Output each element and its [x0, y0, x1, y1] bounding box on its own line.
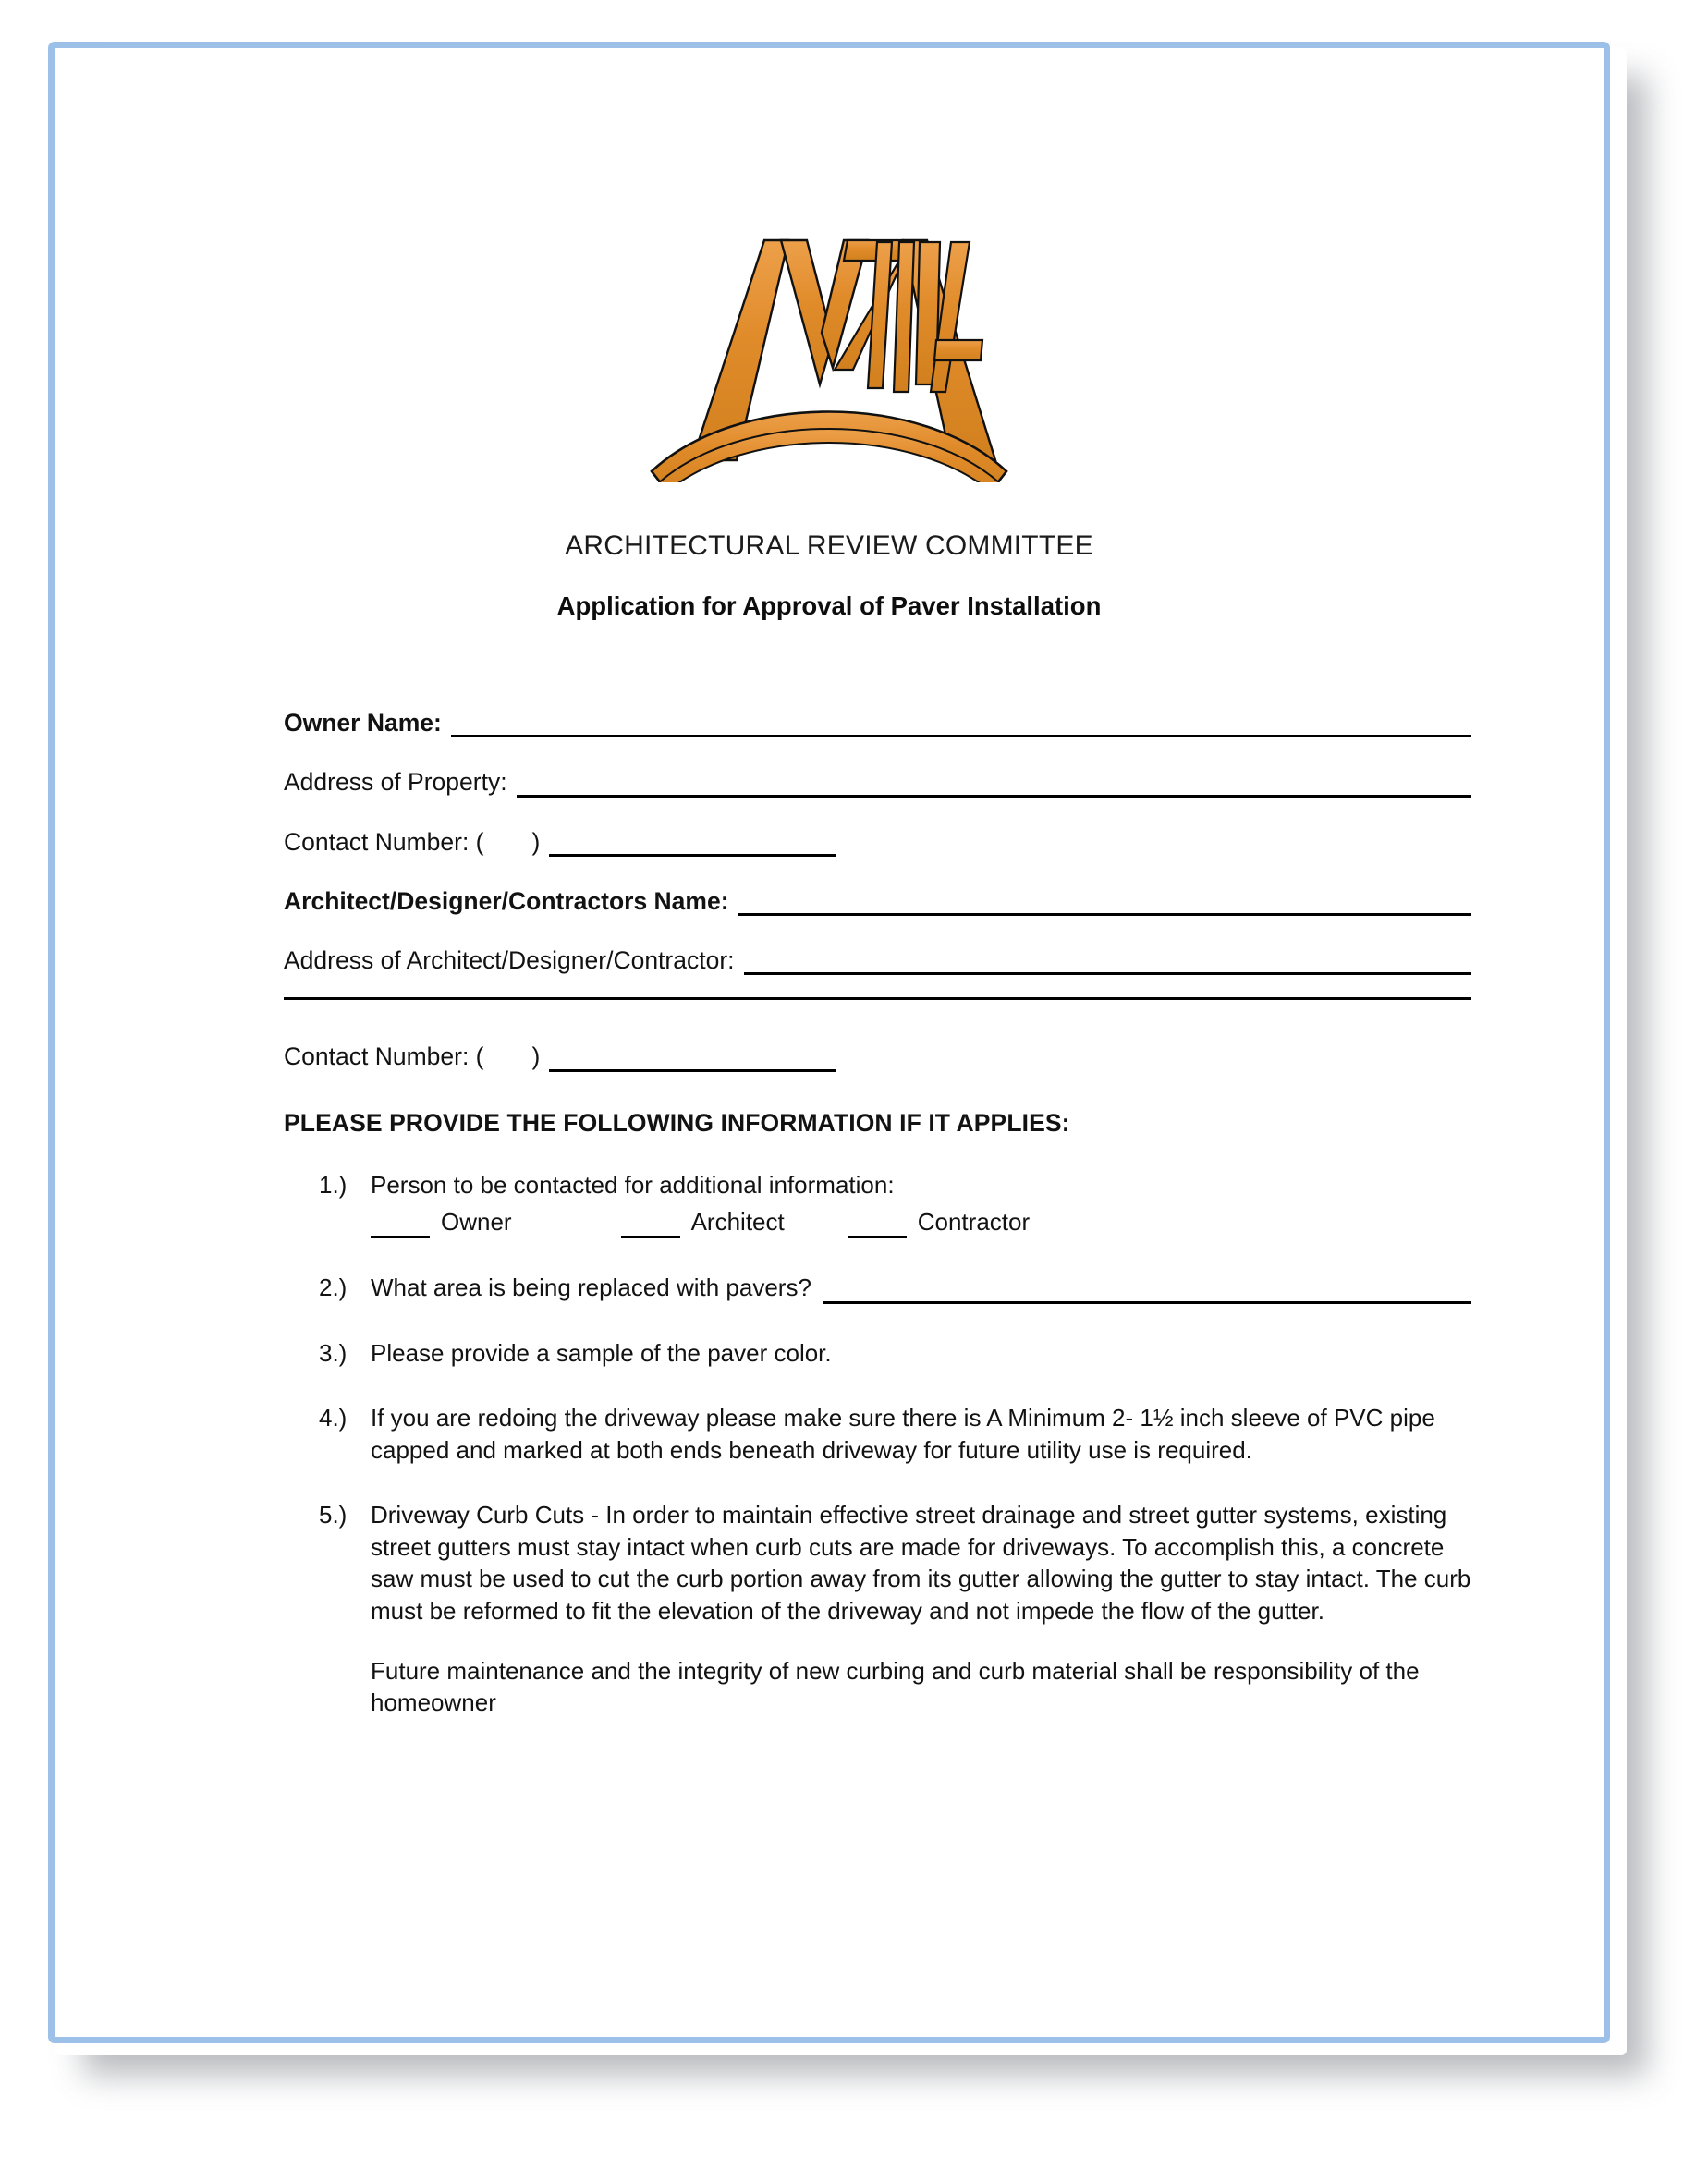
architect-name-label: Architect/Designer/Contractors Name:: [284, 886, 729, 915]
choice-contractor-label: Contractor: [917, 1208, 1031, 1237]
architect-name-input[interactable]: [738, 893, 1471, 916]
list-item: [284, 1499, 1471, 1718]
field-contact-number-1: [284, 828, 1471, 857]
choice-owner-blank[interactable]: [371, 1217, 430, 1238]
item-body: [371, 1337, 1471, 1370]
architect-address-input[interactable]: [744, 952, 1471, 975]
field-owner-name: [284, 709, 1471, 737]
contact-number-label-2: Contact Number: (: [284, 1042, 484, 1071]
choice-owner[interactable]: [371, 1206, 512, 1238]
document-sheet: [48, 42, 1610, 2043]
contact-person-choices: [371, 1206, 1471, 1238]
item-body: [371, 1499, 1471, 1718]
field-address-of-property: [284, 768, 1471, 797]
item-body: [371, 1169, 1471, 1238]
field-architect-address: [284, 946, 1471, 975]
item-text: Please provide a sample of the paver color.: [371, 1338, 832, 1367]
item-marker: 2.): [319, 1273, 348, 1302]
contact-number-close-2: ): [531, 1042, 541, 1071]
address-of-property-input[interactable]: [517, 774, 1471, 798]
architect-address-label: Address of Architect/Designer/Contractor:: [284, 946, 735, 975]
list-item: [284, 1169, 1471, 1238]
item-body: [371, 1402, 1471, 1466]
choice-contractor[interactable]: [848, 1206, 1030, 1238]
address-of-property-label: Address of Property:: [284, 768, 507, 797]
item-text: Person to be contacted for additional information:: [371, 1170, 895, 1199]
field-contact-number-2: [284, 1042, 1471, 1071]
item-text: If you are redoing the driveway please make sure there is A Minimum 2- 1½ inch sleeve of PVC pipe capped and marked at both ends beneath driveway for future utility use is required.: [371, 1404, 1435, 1464]
item-text: What area is being replaced with pavers?: [371, 1273, 811, 1302]
section-heading: PLEASE PROVIDE THE FOLLOWING INFORMATION IF IT APPLIES:: [284, 1108, 1070, 1137]
avila-logo: [55, 224, 1604, 482]
item-marker: 4.): [319, 1404, 348, 1432]
page-title: Application for Approval of Paver Installation: [556, 591, 1102, 620]
paver-area-input[interactable]: [823, 1283, 1471, 1304]
architect-address-input-line2[interactable]: [284, 997, 1471, 1000]
item-marker: 5.): [319, 1501, 348, 1529]
spacer: [785, 1206, 848, 1238]
paver-area-row: [371, 1272, 1471, 1304]
field-architect-name: [284, 887, 1471, 916]
owner-name-label: Owner Name:: [284, 709, 442, 737]
list-item: [284, 1402, 1471, 1466]
contact-number-close-1: ): [531, 827, 541, 856]
owner-name-input[interactable]: [451, 714, 1471, 737]
choice-architect-label: Architect: [690, 1208, 785, 1237]
spacer: [512, 1206, 621, 1238]
item-body: [371, 1272, 1471, 1304]
item-text-secondary: Future maintenance and the integrity of new curbing and curb material shall be responsibility of the homeowner: [371, 1656, 1420, 1717]
contact-number-input-2[interactable]: [549, 1049, 836, 1072]
instruction-list: [284, 1169, 1471, 1719]
contact-number-label-1: Contact Number: (: [284, 827, 484, 856]
item-marker: 1.): [319, 1170, 348, 1199]
avila-logo-graphic: [626, 224, 1032, 482]
list-item: [284, 1272, 1471, 1304]
item-text: Driveway Curb Cuts - In order to maintain effective street drainage and street gutter systems, existing street gutters must stay intact when curb cuts are made for driveways. To accomplish this, a concrete saw must be used to cut the curb portion away from its gutter allowing the gutter to stay intact. The curb must be reformed to fit the elevation of the driveway and not impede the flow of the gutter.: [371, 1501, 1471, 1626]
form-body: [284, 709, 1471, 1752]
choice-architect[interactable]: [621, 1206, 785, 1238]
list-item: [284, 1337, 1471, 1370]
choice-contractor-blank[interactable]: [848, 1217, 907, 1238]
contact-number-input-1[interactable]: [549, 834, 836, 857]
choice-owner-label: Owner: [441, 1208, 512, 1237]
committee-line: ARCHITECTURAL REVIEW COMMITTEE: [565, 530, 1093, 561]
item-marker: 3.): [319, 1338, 348, 1367]
choice-architect-blank[interactable]: [621, 1217, 680, 1238]
